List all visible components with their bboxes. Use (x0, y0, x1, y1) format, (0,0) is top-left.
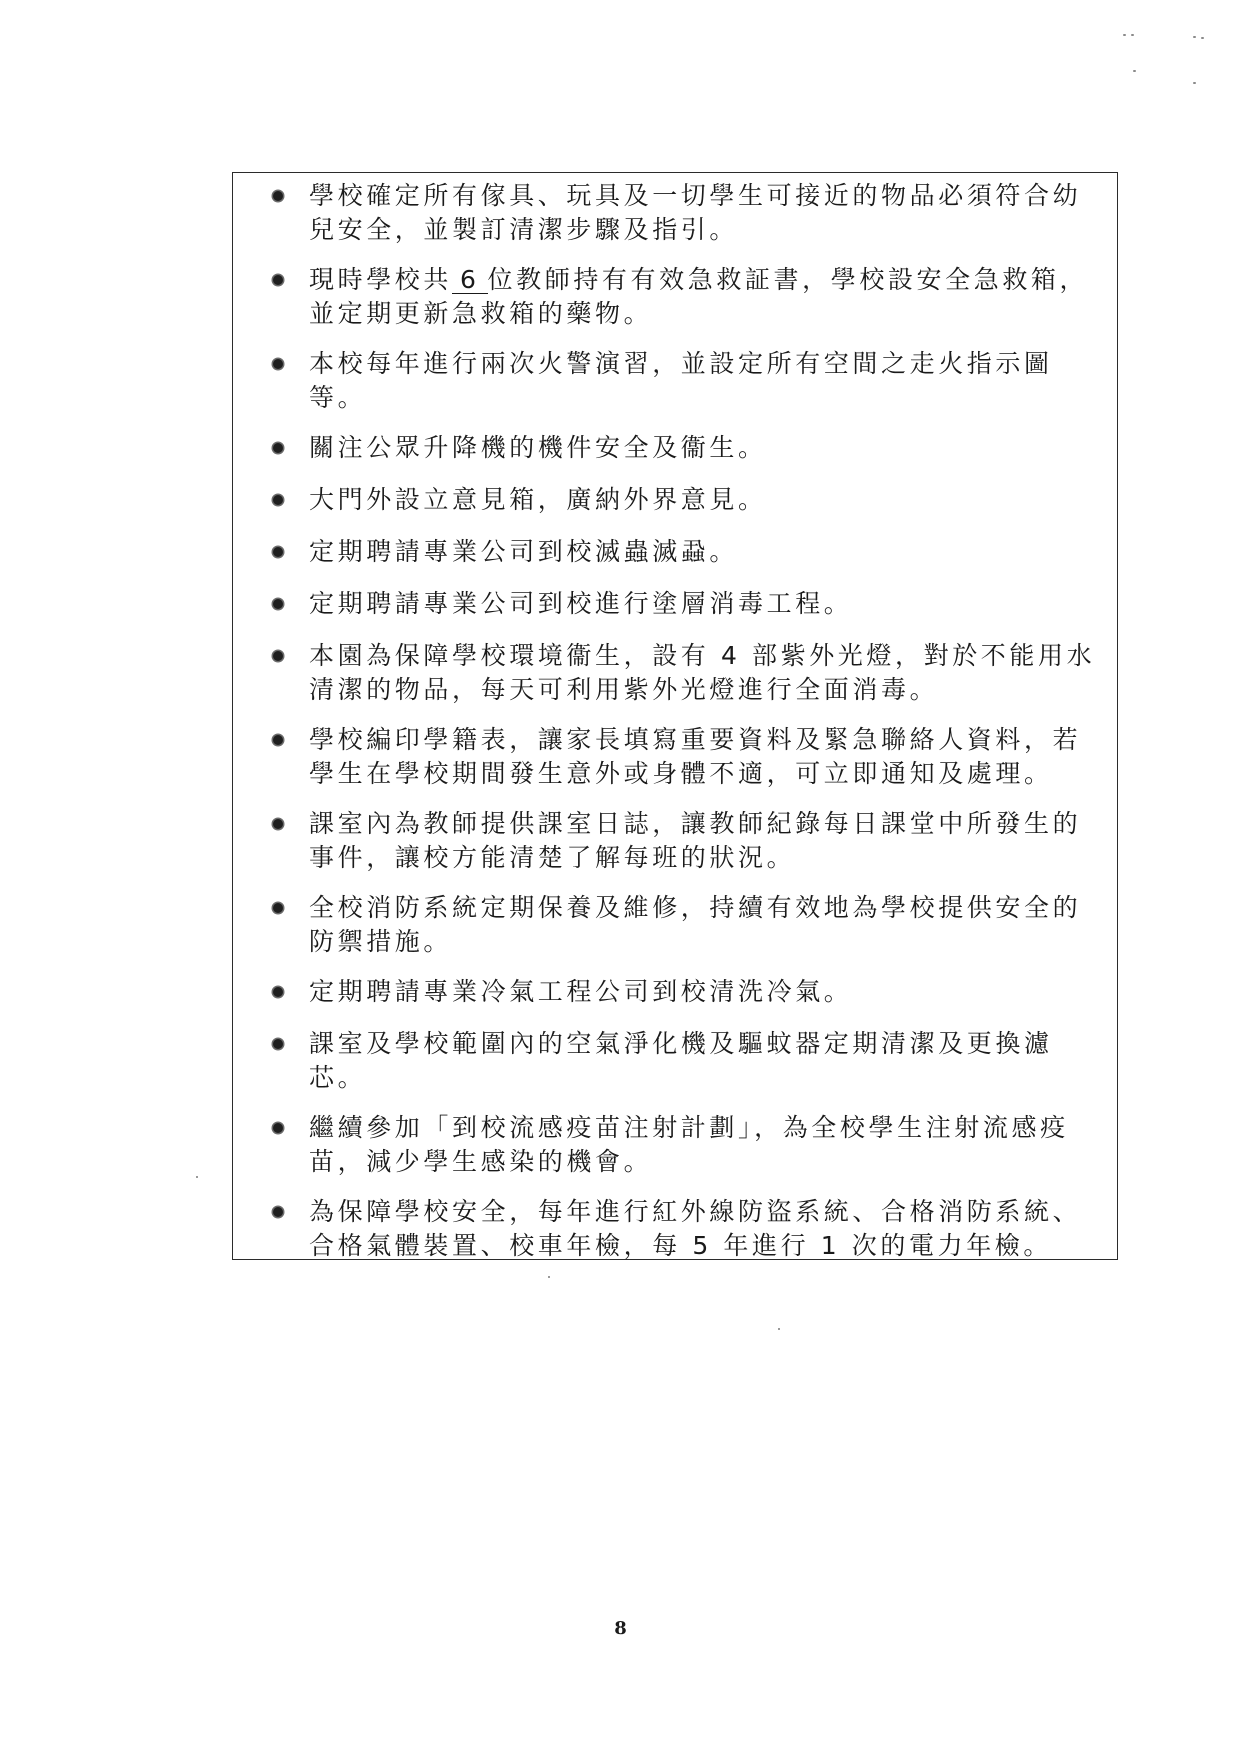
list-item-text: 本校每年進行兩次火警演習，並設定所有空間之走火指示圖等。 (309, 349, 1053, 412)
list-item (273, 483, 1103, 517)
scan-speck (548, 1276, 550, 1278)
list-item (273, 723, 1103, 791)
bullet-icon (273, 547, 283, 557)
scan-noise (1081, 0, 1241, 120)
list-item (273, 1195, 1103, 1263)
list-item (273, 891, 1103, 959)
list-item-text: 學校確定所有傢具、玩具及一切學生可接近的物品必須符合幼兒安全，並製訂清潔步驟及指引。 (309, 181, 1082, 244)
list-item-text: 大門外設立意見箱，廣納外界意見。 (309, 485, 767, 514)
scan-speck (1123, 34, 1126, 36)
scan-speck (1133, 70, 1136, 72)
list-item-text: 定期聘請專業公司到校滅蟲滅蝨。 (309, 537, 739, 566)
list-item (273, 639, 1103, 707)
scan-speck (1131, 34, 1134, 36)
bullet-icon (273, 599, 283, 609)
list-item (273, 263, 1103, 331)
bullet-icon (273, 1039, 283, 1049)
bullet-icon (273, 495, 283, 505)
scan-speck (1193, 36, 1196, 38)
list-item (273, 431, 1103, 465)
list-item-text: 學校編印學籍表，讓家長填寫重要資料及緊急聯絡人資料，若學生在學校期間發生意外或身體不適，可立即通知及處理。 (309, 725, 1082, 788)
bullet-icon (273, 735, 283, 745)
list-item-text: 關注公眾升降機的機件安全及衞生。 (309, 433, 767, 462)
list-item (273, 587, 1103, 621)
list-item (273, 1027, 1103, 1095)
scan-speck (196, 1176, 198, 1178)
first-aid-teacher-count: 6 (452, 267, 488, 294)
list-item-text: 定期聘請專業冷氣工程公司到校清洗冷氣。 (309, 977, 853, 1006)
list-item-text: 為保障學校安全，每年進行紅外線防盜系統、合格消防系統、合格氣體裝置、校車年檢，每 5 年進行 1 次的電力年檢。 (309, 1197, 1082, 1260)
bullet-icon (273, 651, 283, 661)
bullet-icon (273, 275, 283, 285)
list-item-text: 定期聘請專業公司到校進行塗層消毒工程。 (309, 589, 853, 618)
bullet-icon (273, 359, 283, 369)
list-item (273, 179, 1103, 247)
bullet-icon (273, 1123, 283, 1133)
bullet-icon (273, 191, 283, 201)
bullet-icon (273, 1207, 283, 1217)
scan-speck (778, 1328, 780, 1330)
list-item-text: 課室內為教師提供課室日誌，讓教師紀錄每日課堂中所發生的事件，讓校方能清楚了解每班的狀況。 (309, 809, 1082, 872)
bullet-icon (273, 987, 283, 997)
list-item-text: 繼續參加「到校流感疫苗注射計劃」，為全校學生注射流感疫苗，減少學生感染的機會。 (309, 1113, 1069, 1176)
list-item (273, 1111, 1103, 1179)
bullet-icon (273, 819, 283, 829)
list-item (273, 347, 1103, 415)
safety-measures-box (232, 172, 1118, 1260)
list-item (273, 807, 1103, 875)
bullet-icon (273, 443, 283, 453)
list-item-text: 位教師持有有效急救証書，學校設安全急救箱，並定期更新急救箱的藥物。 (309, 265, 1089, 328)
list-item (273, 975, 1103, 1009)
page-number: 8 (614, 1618, 627, 1639)
list-item (273, 535, 1103, 569)
scan-speck (1201, 37, 1204, 39)
bullet-icon (273, 903, 283, 913)
list-item-text: 本園為保障學校環境衞生，設有 4 部紫外光燈，對於不能用水清潔的物品，每天可利用紫外光燈進行全面消毒。 (309, 641, 1096, 704)
list-item-text: 現時學校共 (309, 265, 453, 294)
list-item-text: 全校消防系統定期保養及維修，持續有效地為學校提供安全的防禦措施。 (309, 893, 1082, 956)
list-item-text: 課室及學校範圍內的空氣淨化機及驅蚊器定期清潔及更換濾芯。 (309, 1029, 1053, 1092)
scan-speck (1193, 82, 1196, 84)
safety-measures-list (273, 179, 1103, 1263)
